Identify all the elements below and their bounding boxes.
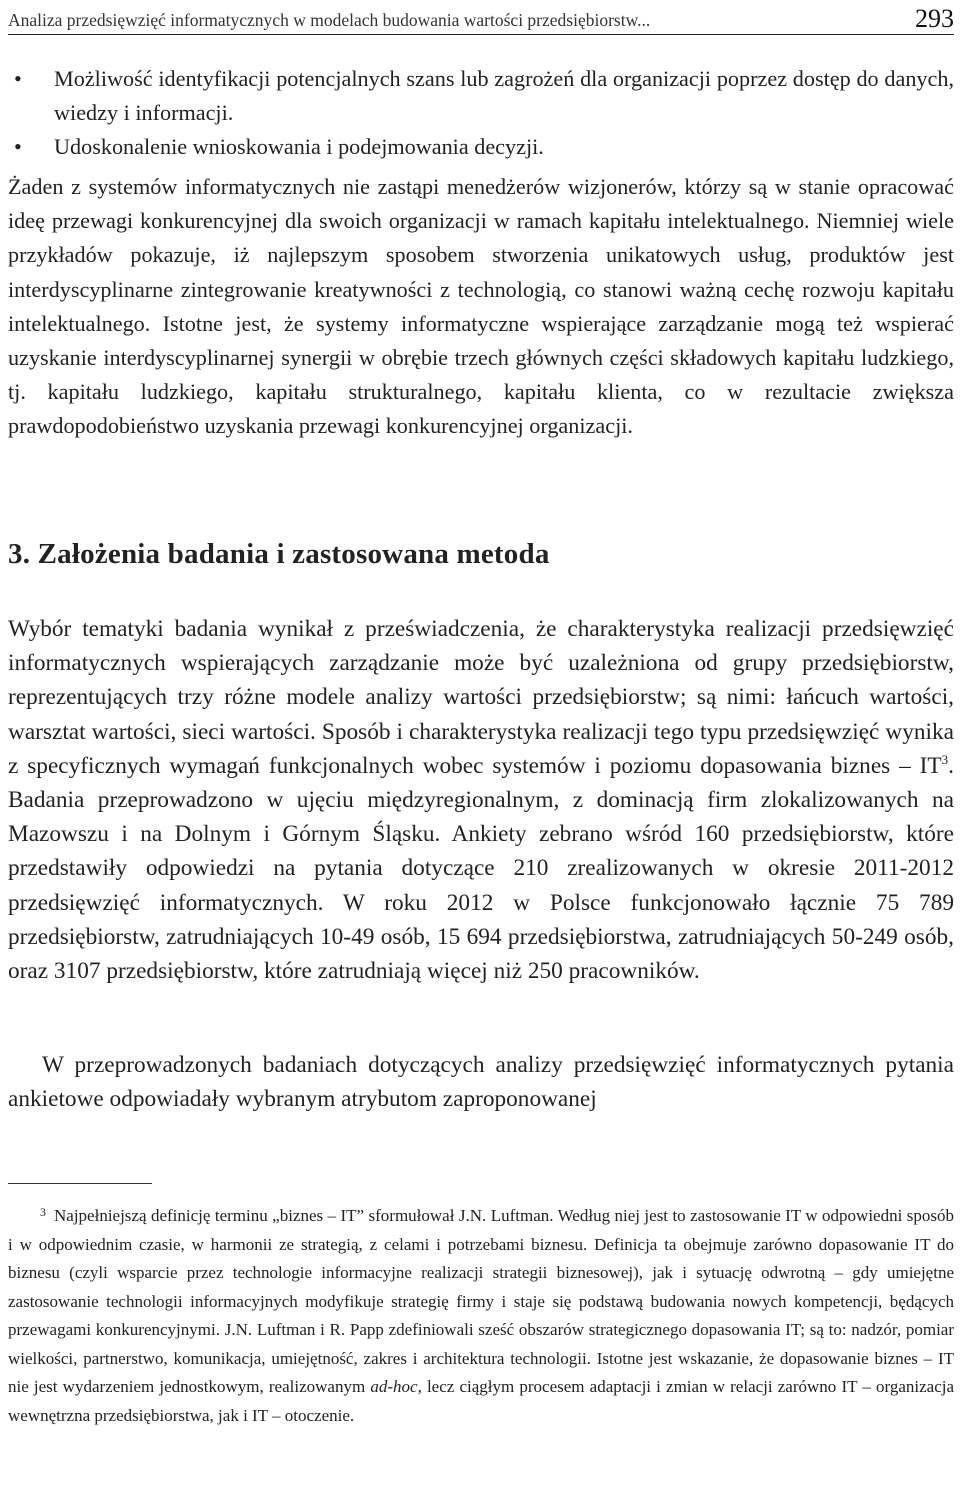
bullet-marker: • [14, 66, 22, 91]
bullet-text: Możliwość identyfikacji potencjalnych szans lub zagrożeń dla organizacji poprzez dostęp do danych, wiedzy i informacji. [54, 66, 954, 126]
paragraph-text: Wybór tematyki badania wynikał z przeświadczenia, że charakterystyka realizacji przedsięwzięć informatycznych wspierających zarządzanie może być uzależniona od grupy przedsiębiorstw, reprezentujących trzy różne modele analizy wartości przedsiębiorstw; są nimi: łańcuch wartości, warsztat wartości, sieci wartości. Sposób i charakterystyka realizacji tego typu przedsięwzięć wynika z specyficznych wymagań funkcjonalnych wobec systemów i poziomu dopasowania biznes – IT [8, 616, 954, 779]
paragraph: W przeprowadzonych badaniach dotyczących analizy przedsięwzięć informatycznych pytania ankietowe odpowiadały wybranym atrybutom zaproponowanej [8, 1052, 954, 1113]
bullet-list [8, 62, 954, 165]
paragraph [8, 612, 954, 988]
footnote-divider [8, 1183, 152, 1184]
footnote-text: , lecz ciągłym procesem adaptacji i zmian w relacji zarówno IT – organizacja wewnętrzna przedsiębiorstwa, jak i IT – otoczenie. [8, 1377, 955, 1425]
running-title: Analiza przedsięwzięć informatycznych w modelach budowania wartości przedsiębiorstw... [8, 10, 651, 30]
section-heading: 3. Założenia badania i zastosowana metoda [8, 538, 550, 570]
bullet-item [8, 130, 954, 164]
footnote-number: 3 [40, 1205, 46, 1219]
bullet-text: Udoskonalenie wnioskowania i podejmowania decyzji. [54, 134, 544, 160]
page-number: 293 [915, 4, 954, 33]
running-header [8, 4, 954, 35]
bullet-marker: • [14, 134, 22, 160]
footnote-text: Najpełniejszą definicję terminu „biznes – IT” sformułował J.N. Luftman. Według niej jest to zastosowanie IT w odpowiedni sposób i w odpowiednim czasie, w harmonii ze strategią, z celami i potrzebami biznesu. Definicja ta obejmuje zarówno dopasowanie IT do biznesu (czyli wsparcie przez technologie informacyjne realizacji strategii biznesowej), jak i sytuację odwrotną – gdy umiejętne zastosowanie technologii informacyjnych modyfikuje strategię firmy i staje się podstawą budowania nowych kompetencji, będących przewagami konkurencyjnymi. J.N. Luftman i R. Papp zdefiniowali sześć obszarów strategicznego dopasowania IT; są to: nadzór, pomiar wielkości, partnerstwo, komunikacja, umiejętność, zakres i architektura technologii. Istotne jest wskazanie, że dopasowanie biznes – IT nie jest wydarzeniem jednostkowym, realizowanym [8, 1206, 954, 1396]
paragraph: Żaden z systemów informatycznych nie zastąpi menedżerów wizjonerów, którzy są w stanie opracować ideę przewagi konkurencyjnej dla swoich organizacji w ramach kapitału intelektualnego. Niemniej wiele przykładów pokazuje, iż najlepszym sposobem stworzenia unikatowych usług, produktów jest interdyscyplinarne zintegrowanie kreatywności z technologią, co stanowi ważną cechę rozwoju kapitału intelektualnego. Istotne jest, że systemy informatyczne wspierające zarządzanie mogą też wspierać uzyskanie interdyscyplinarnej synergii w obrębie trzech głównych części składowych kapitału ludzkiego, tj. kapitału ludzkiego, kapitału strukturalnego, kapitału klienta, co w rezultacie zwiększa prawdopodobieństwo uzyskania przewagi konkurencyjnej organizacji. [8, 174, 954, 439]
paragraph-text: . Badania przeprowadzono w ujęciu międzyregionalnym, z dominacją firm zlokalizowanych na Mazowszu i na Dolnym i Górnym Śląsku. Ankiety zebrano wśród 160 przedsiębiorstw, które przedstawiły odpowiedzi na pytania dotyczące 210 zrealizowanych w okresie 2011-2012 przedsięwzięć informatycznych. W roku 2012 w Polsce funkcjonowało łącznie 75 789 przedsiębiorstw, zatrudniających 10-49 osób, 15 694 przedsiębiorstwa, zatrudniających 50-249 osób, oraz 3107 przedsiębiorstw, które zatrudniają więcej niż 250 pracowników. [8, 752, 954, 985]
bullet-item [8, 62, 954, 130]
footnote-italic-text: ad-hoc [370, 1377, 418, 1396]
footnote-reference[interactable]: 3 [941, 751, 949, 767]
footnote [8, 1198, 954, 1430]
